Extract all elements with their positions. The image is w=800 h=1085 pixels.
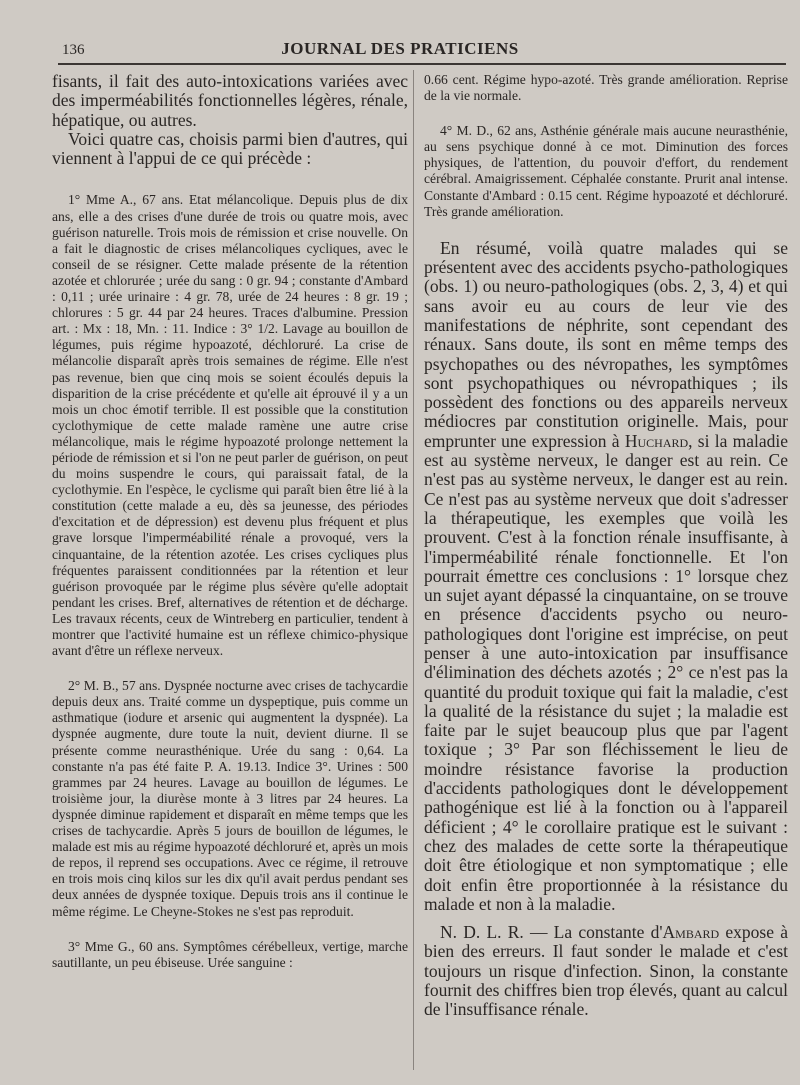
author-huchard: Huchard bbox=[624, 430, 689, 451]
author-ambard: Ambard bbox=[662, 922, 720, 943]
case-2: 2° M. B., 57 ans. Dyspnée nocturne avec crises de tachycardie depuis deux ans. Traité comme un dyspeptique, puis comme un asthmatique (iodure et arsenic qui augmentent la dyspnée). La dyspnée augmente, dure toute la nuit, devient diurne. Il se présente comme neurasthénique. Urée du sang : 0,64. La constante n'a pas été faite P. A. 19.13. Indice 3°. Urines : 500 grammes par 24 heures. Lavage au bouillon de légumes. Le troisième jour, la diurèse monte à 3 litres par 24 heures. La dyspnée diminue rapidement et disparaît en même temps que les crises de tachycardie. Après 5 jours de bouillon de légumes, le malade est mis au régime hypoazoté déchloruré et, après un mois de repos, il reprend ses occupations. Avec ce régime, il retrouve en trois mois cinq kilos sur les dix qu'il avait perdus pendant ses deux années de dyspnée toxique. Depuis trois ans il continue le même régime. Le Cheyne-Stokes ne s'est pas reproduit. bbox=[52, 678, 408, 919]
resume-text-1: En résumé, voilà quatre malades qui se présentent avec des accidents psycho-pathologiques (obs. 1) ou neuro-pathologiques (obs. 2, 3, 4) et qui sans avoir eu au cours de leur vie des manifestations de néphrite, sont cependant des rénaux. Sans doute, ils sont en même temps des psychopathes ou des névropathes, les symptômes sont psychopathiques ou névropathiques ; ils possèdent des fonctions ou des appareils nerveux médiocres par constitution originelle. Mais, pour emprunter une expression à bbox=[424, 237, 788, 451]
intro-cases: Voici quatre cas, choisis parmi bien d'autres, qui viennent à l'appui de ce qui précède : bbox=[52, 128, 408, 169]
ndlr-lead: N. D. L. R. — La constante d' bbox=[440, 922, 663, 943]
case-1: 1° Mme A., 67 ans. Etat mélancolique. Depuis plus de dix ans, elle a des crises d'une durée de trois ou quatre mois, avec guérison naturelle. Trois mois de rémission et crise nouvelle. On a fait le diagnostic de crises mélancoliques cycliques, avec le conseil de se résigner. Cette malade présente de la rétention azotée et chlorurée ; urée du sang : 0 gr. 94 ; constante d'Ambard : 0,11 ; urée urinaire : 4 gr. 78, urée de 24 heures : 8 gr. 19 ; chlorures : 5 gr. 44 par 24 heures. Traces d'albumine. Pression art. : Mx : 18, Mn. : 11. Indice : 3° 1/2. Lavage au bouillon de légumes, puis régime hypoazoté, déchloruré. La crise de mélancolie disparaît après trois semaines de régime. Elle n'est pas revenue, bien que cinq mois se soient écoulés depuis la disparition de la crise précédente et qu'elle ait éprouvé il y a un mois un choc émotif terrible. Il est possible que la constitution cyclothymique de cette malade ramène une autre crise mélancolique, mais le régime hypoazoté prolonge nettement la période de rémission et si l'on ne peut parler de guérison, on peut du moins suspendre le cours, qui paraissait fatal, de la cyclothymie. En l'espèce, le cyclisme qui paraît bien être lié à la constitution (cette malade a eu, dès sa jeunesse, des périodes d'excitation et de dépression) est devenu plus fréquent et plus grave lorsque l'imperméabilité rénale a provoqué, vers la cinquantaine, de la rétention azotée. Les crises cycliques plus fréquentes paraissent conditionnées par la rétention et leur guérison provoquée par le régime plus sévère qu'elle adoptait pendant les crises. Bref, alternatives de rétention et de décharge. Les travaux récents, ceux de Wintreberg en particulier, tendent à montrer que l'activité humaine est un réflexe chimico-physique avant d'être un réflexe nerveux. bbox=[52, 192, 408, 659]
header-rule bbox=[58, 63, 786, 65]
left-column bbox=[52, 72, 408, 971]
resume-text-2: , si la maladie est au système nerveux, le danger est au rein. Ce n'est pas au système nerveux, le danger est au rein. Ce n'est pas au système nerveux que doit s'adresser la thérapeutique, les exemples que voilà les prouvent. C'est à la fonction rénale insuffisante, à l'imperméabilité rénale fonctionnelle. Et l'on pourrait émettre ces conclusions : 1° lorsque chez un sujet ayant dépassé la cinquantaine, on se trouve en présence d'accidents psycho ou neuro-pathologiques dont l'origine est imprécise, on peut penser à une auto-intoxication par insuffisance d'élimination des déchets azotés ; 2° ce n'est pas la quantité du produit toxique qui fait la maladie, c'est la qualité de la résistance du sujet ; la maladie est faite par le sujet beaucoup plus que par l'agent toxique ; 3° Par son fléchissement le lieu de moindre résistance favorise la production d'accidents pathologiques dont le développement pathogénique est lié à la fonction ou à l'appareil déficient ; 4° le corollaire pratique est le suivant : chez des malades de cette sorte la thérapeutique doit être étiologique et non symptomatique ; elle doit enfin être proportionnée à la résistance du malade et non à la maladie. bbox=[424, 430, 788, 914]
ndlr-note bbox=[424, 923, 788, 1019]
case-4: 4° M. D., 62 ans, Asthénie générale mais aucune neurasthénie, au sens psychique donné à ce mot. Diminution des forces physiques, de l'attention, du pouvoir d'effort, du rendement cérébral. Amaigrissement. Céphalée constante. Prurit anal intense. Constante d'Ambard : 0.15 cent. Régime hypoazoté et déchloruré. Très grande amélioration. bbox=[424, 123, 788, 219]
case-3-start: 3° Mme G., 60 ans. Symptômes cérébelleux, vertige, marche sautillante, un peu ébiseuse. Urée sanguine : bbox=[52, 938, 408, 970]
running-title: JOURNAL DES PRATICIENS bbox=[281, 39, 519, 58]
column-divider bbox=[413, 70, 414, 1070]
case-3-end: 0.66 cent. Régime hypo-azoté. Très grande amélioration. Reprise de la vie normale. bbox=[424, 72, 788, 104]
resume-paragraph bbox=[424, 239, 788, 914]
ndlr-text: expose à bien des erreurs. Il faut sonder le malade et c'est toujours un risque d'infection. Sinon, la constante fournit des chiffres bien trop élevés, quant au calcul de l'insuffisance rénale. bbox=[424, 922, 788, 1020]
intro-continuation: fisants, il fait des auto-intoxications variées avec des imperméabilités fonctionnelles légères, rénale, hépatique, ou autres. bbox=[52, 71, 408, 130]
page-number: 136 bbox=[62, 42, 85, 58]
right-column bbox=[424, 72, 788, 1020]
